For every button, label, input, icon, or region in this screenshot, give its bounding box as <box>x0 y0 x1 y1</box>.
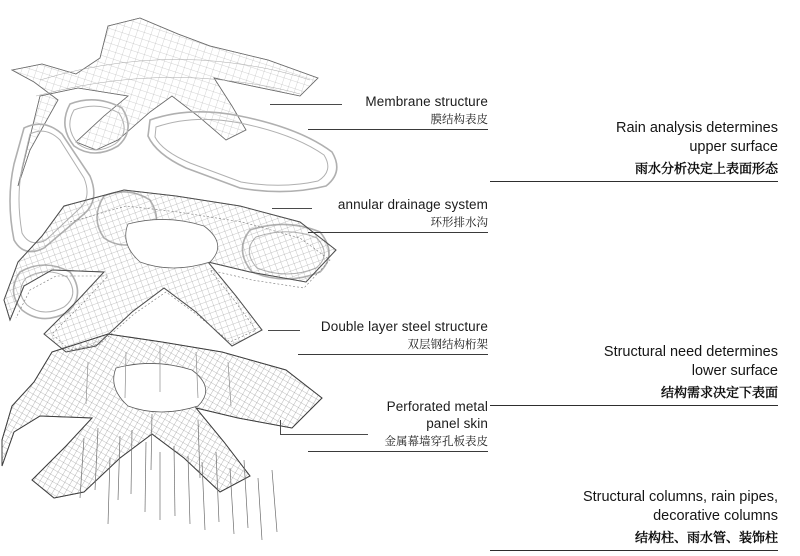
membrane-structure-layer <box>12 18 318 186</box>
callout-double-layer-steel-rule <box>298 354 488 355</box>
summary-structural-columns-cn: 结构柱、雨水管、装饰柱 <box>634 529 778 545</box>
leader-tick-perforated-panel <box>280 420 281 434</box>
summary-rain-analysis-en-line1: Rain analysis determines <box>616 120 778 136</box>
callout-perforated-panel-rule <box>308 451 488 452</box>
callout-annular-drainage <box>308 197 488 233</box>
callout-perforated-panel-en-line2: panel skin <box>426 415 488 431</box>
summary-structural-need-en-line2: lower surface <box>691 362 778 379</box>
summary-structural-columns-rule <box>490 550 778 551</box>
summary-rain-analysis-en-line2: upper surface <box>689 138 778 155</box>
summary-rain-analysis <box>490 119 778 182</box>
summary-rain-analysis-cn: 雨水分析决定上表面形态 <box>634 160 778 176</box>
callout-membrane <box>308 94 488 130</box>
callout-membrane-rule <box>308 129 488 130</box>
callout-annular-drainage-cn: 环形排水沟 <box>430 216 488 229</box>
callout-double-layer-steel-en: Double layer steel structure <box>320 319 488 334</box>
summary-structural-need <box>490 343 778 406</box>
summary-structural-columns <box>490 488 778 551</box>
callout-perforated-panel-cn: 金属幕墙穿孔板表皮 <box>384 435 488 448</box>
callout-perforated-panel-en-line1: Perforated metal <box>386 399 488 414</box>
callout-annular-drainage-en: annular drainage system <box>337 197 488 212</box>
summary-structural-need-rule <box>490 405 778 406</box>
callout-double-layer-steel-cn: 双层钢结构桁架 <box>407 338 488 351</box>
callout-double-layer-steel <box>298 319 488 355</box>
exploded-axonometric-drawing <box>0 0 350 556</box>
summary-structural-columns-en-line2: decorative columns <box>653 507 778 524</box>
leader-annular-drainage <box>272 208 312 209</box>
summary-structural-need-cn: 结构需求决定下表面 <box>660 384 778 400</box>
perforated-metal-panel-layer <box>2 334 322 498</box>
double-layer-steel-truss-layer <box>4 190 336 352</box>
callout-membrane-cn: 膜结构表皮 <box>430 113 488 126</box>
callout-perforated-panel <box>308 399 488 452</box>
callout-membrane-en: Membrane structure <box>365 94 488 109</box>
summary-rain-analysis-rule <box>490 181 778 182</box>
summary-structural-columns-en-line1: Structural columns, rain pipes, <box>582 489 778 505</box>
summary-structural-need-en-line1: Structural need determines <box>603 344 778 360</box>
leader-double-layer-steel <box>268 330 300 331</box>
callout-annular-drainage-rule <box>308 232 488 233</box>
